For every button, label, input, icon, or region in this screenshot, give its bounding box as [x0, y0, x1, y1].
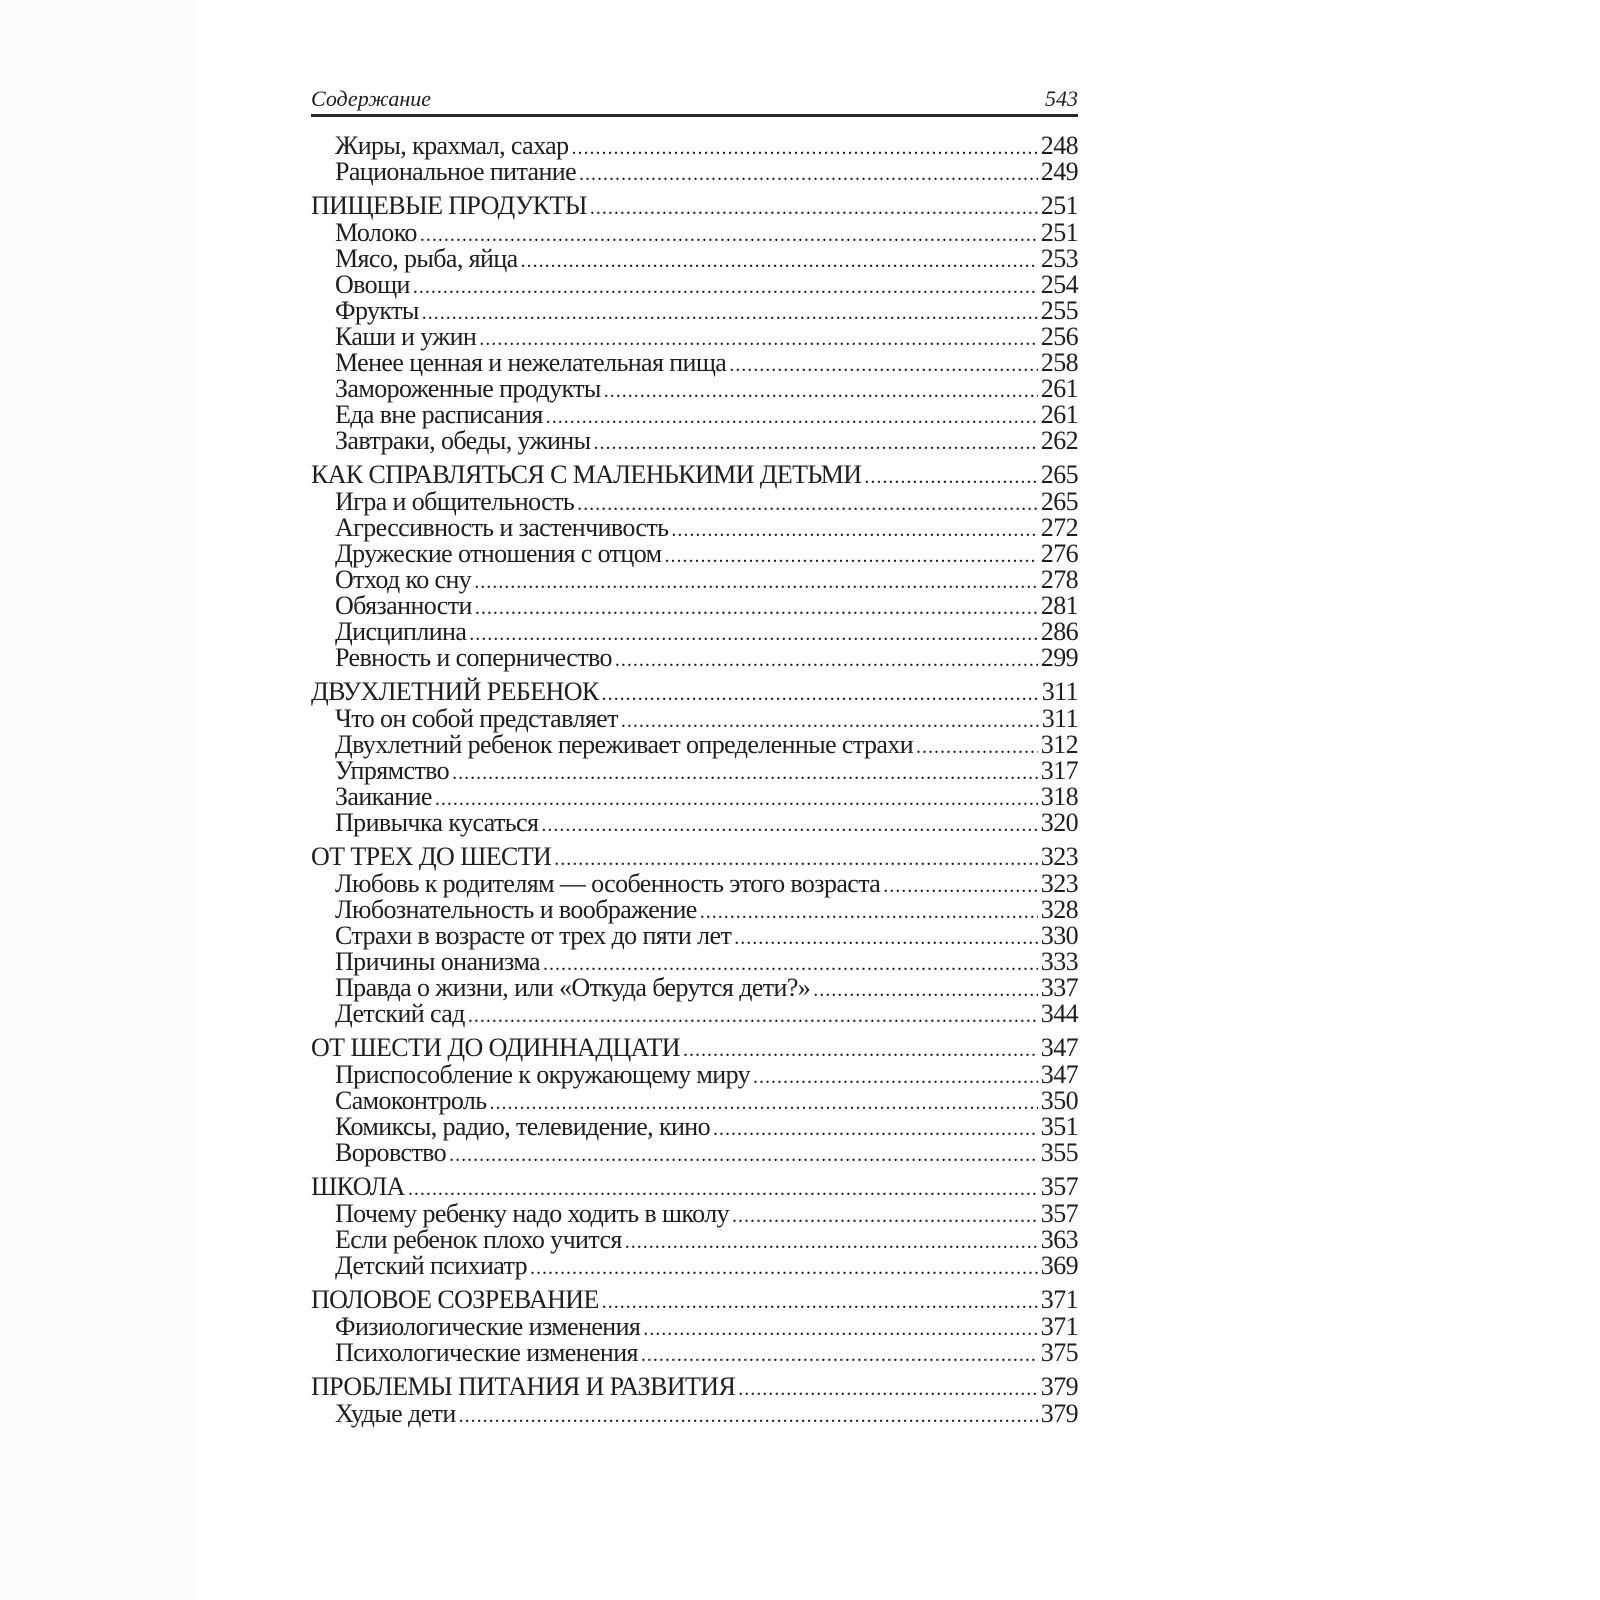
toc-subentry[interactable]	[311, 784, 1078, 810]
page-number: 543	[1045, 86, 1078, 111]
dot-leader	[916, 734, 1038, 760]
toc-subentry[interactable]	[311, 619, 1078, 645]
entry-page-number: 375	[1040, 1338, 1078, 1367]
entry-label: Любовь к родителям — особенность этого возраста	[335, 869, 881, 898]
toc-subentry[interactable]	[311, 732, 1078, 758]
entry-label: Физиологические изменения	[335, 1312, 641, 1341]
entry-label: ДВУХЛЕТНИЙ РЕБЕНОК	[311, 677, 599, 706]
entry-label: ОТ ШЕСТИ ДО ОДИННАДЦАТИ	[311, 1033, 680, 1062]
entry-label: ПИЩЕВЫЕ ПРОДУКТЫ	[311, 191, 587, 220]
toc-subentry[interactable]	[311, 133, 1078, 159]
entry-page-number: 286	[1040, 617, 1078, 646]
entry-page-number: 258	[1040, 348, 1078, 377]
toc-subentry[interactable]	[311, 246, 1078, 272]
toc-subentry[interactable]	[311, 1340, 1078, 1366]
toc-subentry[interactable]	[311, 1088, 1078, 1114]
entry-page-number: 333	[1040, 947, 1078, 976]
entry-page-number: 337	[1040, 973, 1078, 1002]
toc-subentry[interactable]	[311, 1314, 1078, 1340]
entry-page-number: 379	[1040, 1372, 1078, 1401]
toc-subentry[interactable]	[311, 515, 1078, 541]
dot-leader	[864, 464, 1037, 490]
book-page	[311, 82, 1078, 1427]
dot-leader	[734, 925, 1038, 951]
toc-subentry[interactable]	[311, 428, 1078, 454]
toc-chapter-entry[interactable]	[311, 679, 1078, 706]
dot-leader	[615, 647, 1038, 673]
toc-subentry[interactable]	[311, 923, 1078, 949]
dot-leader	[738, 1376, 1038, 1402]
toc-chapter-entry[interactable]	[311, 1374, 1078, 1401]
dot-leader	[459, 1403, 1038, 1429]
entry-page-number: 323	[1040, 842, 1078, 871]
entry-label: Овощи	[335, 270, 410, 299]
dot-leader	[729, 352, 1038, 378]
dot-leader	[602, 1289, 1038, 1315]
toc-subentry[interactable]	[311, 975, 1078, 1001]
entry-label: Дисциплина	[335, 617, 467, 646]
entry-label: КАК СПРАВЛЯТЬСЯ С МАЛЕНЬКИМИ ДЕТЬМИ	[311, 460, 862, 489]
dot-leader	[593, 430, 1037, 456]
entry-label: Агрессивность и застенчивость	[335, 513, 669, 542]
page-margin	[0, 0, 196, 1600]
entry-page-number: 265	[1040, 460, 1078, 489]
dot-leader	[604, 378, 1038, 404]
entry-page-number: 299	[1040, 643, 1078, 672]
entry-page-number: 248	[1040, 131, 1078, 160]
entry-label: Причины онанизма	[335, 947, 540, 976]
toc-section	[311, 1374, 1078, 1427]
toc-section	[311, 193, 1078, 454]
toc-subentry[interactable]	[311, 376, 1078, 402]
toc-subentry[interactable]	[311, 402, 1078, 428]
dot-leader	[883, 873, 1038, 899]
entry-label: Страхи в возрасте от трех до пяти лет	[335, 921, 732, 950]
toc-subentry[interactable]	[311, 810, 1078, 836]
entry-page-number: 357	[1040, 1199, 1078, 1228]
entry-page-number: 276	[1040, 539, 1078, 568]
entry-label: Отход ко сну	[335, 565, 472, 594]
dot-leader	[643, 1316, 1038, 1342]
entry-page-number: 312	[1040, 730, 1078, 759]
entry-label: Замороженные продукты	[335, 374, 601, 403]
toc-section	[311, 844, 1078, 1027]
entry-label: Обязанности	[335, 591, 472, 620]
dot-leader	[713, 1116, 1038, 1142]
toc-subentry[interactable]	[311, 1227, 1078, 1253]
dot-leader	[641, 1342, 1038, 1368]
toc-subentry[interactable]	[311, 350, 1078, 376]
toc-subentry[interactable]	[311, 1201, 1078, 1227]
entry-label: Мясо, рыба, яйца	[335, 244, 518, 273]
dot-leader	[665, 543, 1038, 569]
toc-subentry[interactable]	[311, 1253, 1078, 1279]
toc-subentry[interactable]	[311, 1140, 1078, 1166]
toc-section	[311, 133, 1078, 185]
toc-subentry[interactable]	[311, 871, 1078, 897]
toc-subentry[interactable]	[311, 758, 1078, 784]
dot-leader	[422, 300, 1038, 326]
entry-page-number: 249	[1040, 157, 1078, 186]
entry-label: Правда о жизни, или «Откуда берутся дети?»	[335, 973, 811, 1002]
toc-subentry[interactable]	[311, 220, 1078, 246]
entry-label: Дружеские отношения с отцом	[335, 539, 662, 568]
entry-page-number: 328	[1040, 895, 1078, 924]
dot-leader	[700, 899, 1038, 925]
entry-page-number: 311	[1041, 677, 1078, 706]
entry-label: ОТ ТРЕХ ДО ШЕСТИ	[311, 842, 552, 871]
toc-subentry[interactable]	[311, 541, 1078, 567]
entry-label: Молоко	[335, 218, 417, 247]
entry-page-number: 261	[1040, 400, 1078, 429]
dot-leader	[753, 1064, 1038, 1090]
toc-chapter-entry[interactable]	[311, 1287, 1078, 1314]
entry-label: Заикание	[335, 782, 432, 811]
entry-page-number: 357	[1040, 1172, 1078, 1201]
entry-page-number: 347	[1040, 1060, 1078, 1089]
dot-leader	[579, 161, 1038, 187]
entry-page-number: 261	[1040, 374, 1078, 403]
entry-label: Завтраки, обеды, ужины	[335, 426, 591, 455]
toc-chapter-entry[interactable]	[311, 193, 1078, 220]
entry-label: Что он собой представляет	[335, 704, 618, 733]
entry-label: Ревность и соперничество	[335, 643, 612, 672]
entry-page-number: 369	[1040, 1251, 1078, 1280]
entry-label: Худые дети	[335, 1399, 456, 1428]
entry-label: Самоконтроль	[335, 1086, 487, 1115]
dot-leader	[571, 135, 1037, 161]
toc-subentry[interactable]	[311, 1001, 1078, 1027]
entry-page-number: 255	[1040, 296, 1078, 325]
dot-leader	[625, 1229, 1038, 1255]
toc-subentry[interactable]	[311, 949, 1078, 975]
entry-page-number: 371	[1040, 1285, 1078, 1314]
dot-leader	[732, 1203, 1038, 1229]
toc-section	[311, 679, 1078, 836]
entry-label: Фрукты	[335, 296, 419, 325]
entry-label: Если ребенок плохо учится	[335, 1225, 622, 1254]
entry-label: Двухлетний ребенок переживает определенные страхи	[335, 730, 914, 759]
entry-page-number: 317	[1040, 756, 1078, 785]
entry-label: Детский сад	[335, 999, 465, 1028]
dot-leader	[541, 812, 1037, 838]
toc-chapter-entry[interactable]	[311, 1035, 1078, 1062]
entry-label: Игра и общительность	[335, 487, 575, 516]
entry-page-number: 330	[1040, 921, 1078, 950]
toc-subentry[interactable]	[311, 489, 1078, 515]
entry-page-number: 350	[1040, 1086, 1078, 1115]
entry-page-number: 262	[1040, 426, 1078, 455]
entry-page-number: 363	[1040, 1225, 1078, 1254]
toc-section	[311, 462, 1078, 671]
entry-page-number: 265	[1040, 487, 1078, 516]
toc-subentry[interactable]	[311, 272, 1078, 298]
toc-chapter-entry[interactable]	[311, 462, 1078, 489]
entry-label: ПРОБЛЕМЫ ПИТАНИЯ И РАЗВИТИЯ	[311, 1372, 736, 1401]
toc-section	[311, 1287, 1078, 1366]
entry-page-number: 251	[1040, 191, 1078, 220]
toc-subentry[interactable]	[311, 298, 1078, 324]
dot-leader	[468, 1003, 1038, 1029]
entry-label: Менее ценная и нежелательная пища	[335, 348, 727, 377]
dot-leader	[590, 195, 1038, 221]
toc-section	[311, 1174, 1078, 1279]
entry-page-number: 379	[1040, 1399, 1078, 1428]
entry-label: ПОЛОВОЕ СОЗРЕВАНИЕ	[311, 1285, 599, 1314]
entry-page-number: 344	[1040, 999, 1078, 1028]
entry-label: Психологические изменения	[335, 1338, 638, 1367]
entry-label: Рациональное питание	[335, 157, 577, 186]
entry-label: ШКОЛА	[311, 1172, 405, 1201]
entry-page-number: 347	[1040, 1033, 1078, 1062]
dot-leader	[530, 1255, 1038, 1281]
dot-leader	[474, 569, 1038, 595]
toc-subentry[interactable]	[311, 567, 1078, 593]
toc-subentry[interactable]	[311, 645, 1078, 671]
dot-leader	[521, 248, 1038, 274]
entry-label: Почему ребенку надо ходить в школу	[335, 1199, 729, 1228]
entry-page-number: 355	[1040, 1138, 1078, 1167]
toc-subentry[interactable]	[311, 1062, 1078, 1088]
entry-label: Любознательность и воображение	[335, 895, 697, 924]
toc-subentry[interactable]	[311, 593, 1078, 619]
dot-leader	[452, 760, 1038, 786]
toc-chapter-entry[interactable]	[311, 844, 1078, 871]
entry-page-number: 318	[1040, 782, 1078, 811]
entry-label: Упрямство	[335, 756, 450, 785]
toc-subentry[interactable]	[311, 706, 1078, 732]
toc-subentry[interactable]	[311, 1401, 1078, 1427]
entry-label: Жиры, крахмал, сахар	[335, 131, 569, 160]
toc-subentry[interactable]	[311, 897, 1078, 923]
entry-page-number: 253	[1040, 244, 1078, 273]
entry-page-number: 251	[1040, 218, 1078, 247]
entry-label: Воровство	[335, 1138, 447, 1167]
toc-subentry[interactable]	[311, 159, 1078, 185]
running-header	[311, 82, 1078, 117]
entry-page-number: 256	[1040, 322, 1078, 351]
toc-subentry[interactable]	[311, 1114, 1078, 1140]
dot-leader	[449, 1142, 1038, 1168]
dot-leader	[671, 517, 1037, 543]
entry-label: Детский психиатр	[335, 1251, 528, 1280]
toc-section	[311, 1035, 1078, 1166]
dot-leader	[813, 977, 1038, 1003]
entry-page-number: 272	[1040, 513, 1078, 542]
entry-label: Привычка кусаться	[335, 808, 539, 837]
dot-leader	[413, 274, 1038, 300]
entry-page-number: 254	[1040, 270, 1078, 299]
entry-page-number: 278	[1040, 565, 1078, 594]
entry-label: Приспособление к окружающему миру	[335, 1060, 751, 1089]
dot-leader	[602, 681, 1039, 707]
toc-subentry[interactable]	[311, 324, 1078, 350]
running-title: Содержание	[311, 86, 432, 111]
entry-label: Каши и ужин	[335, 322, 477, 351]
entry-page-number: 320	[1040, 808, 1078, 837]
toc-chapter-entry[interactable]	[311, 1174, 1078, 1201]
entry-page-number: 323	[1040, 869, 1078, 898]
entry-label: Еда вне расписания	[335, 400, 543, 429]
table-of-contents	[311, 133, 1078, 1427]
dot-leader	[546, 404, 1038, 430]
entry-label: Комиксы, радио, телевидение, кино	[335, 1112, 710, 1141]
entry-page-number: 351	[1040, 1112, 1078, 1141]
dot-leader	[475, 595, 1038, 621]
entry-page-number: 371	[1040, 1312, 1078, 1341]
entry-page-number: 281	[1040, 591, 1078, 620]
entry-page-number: 311	[1041, 704, 1078, 733]
